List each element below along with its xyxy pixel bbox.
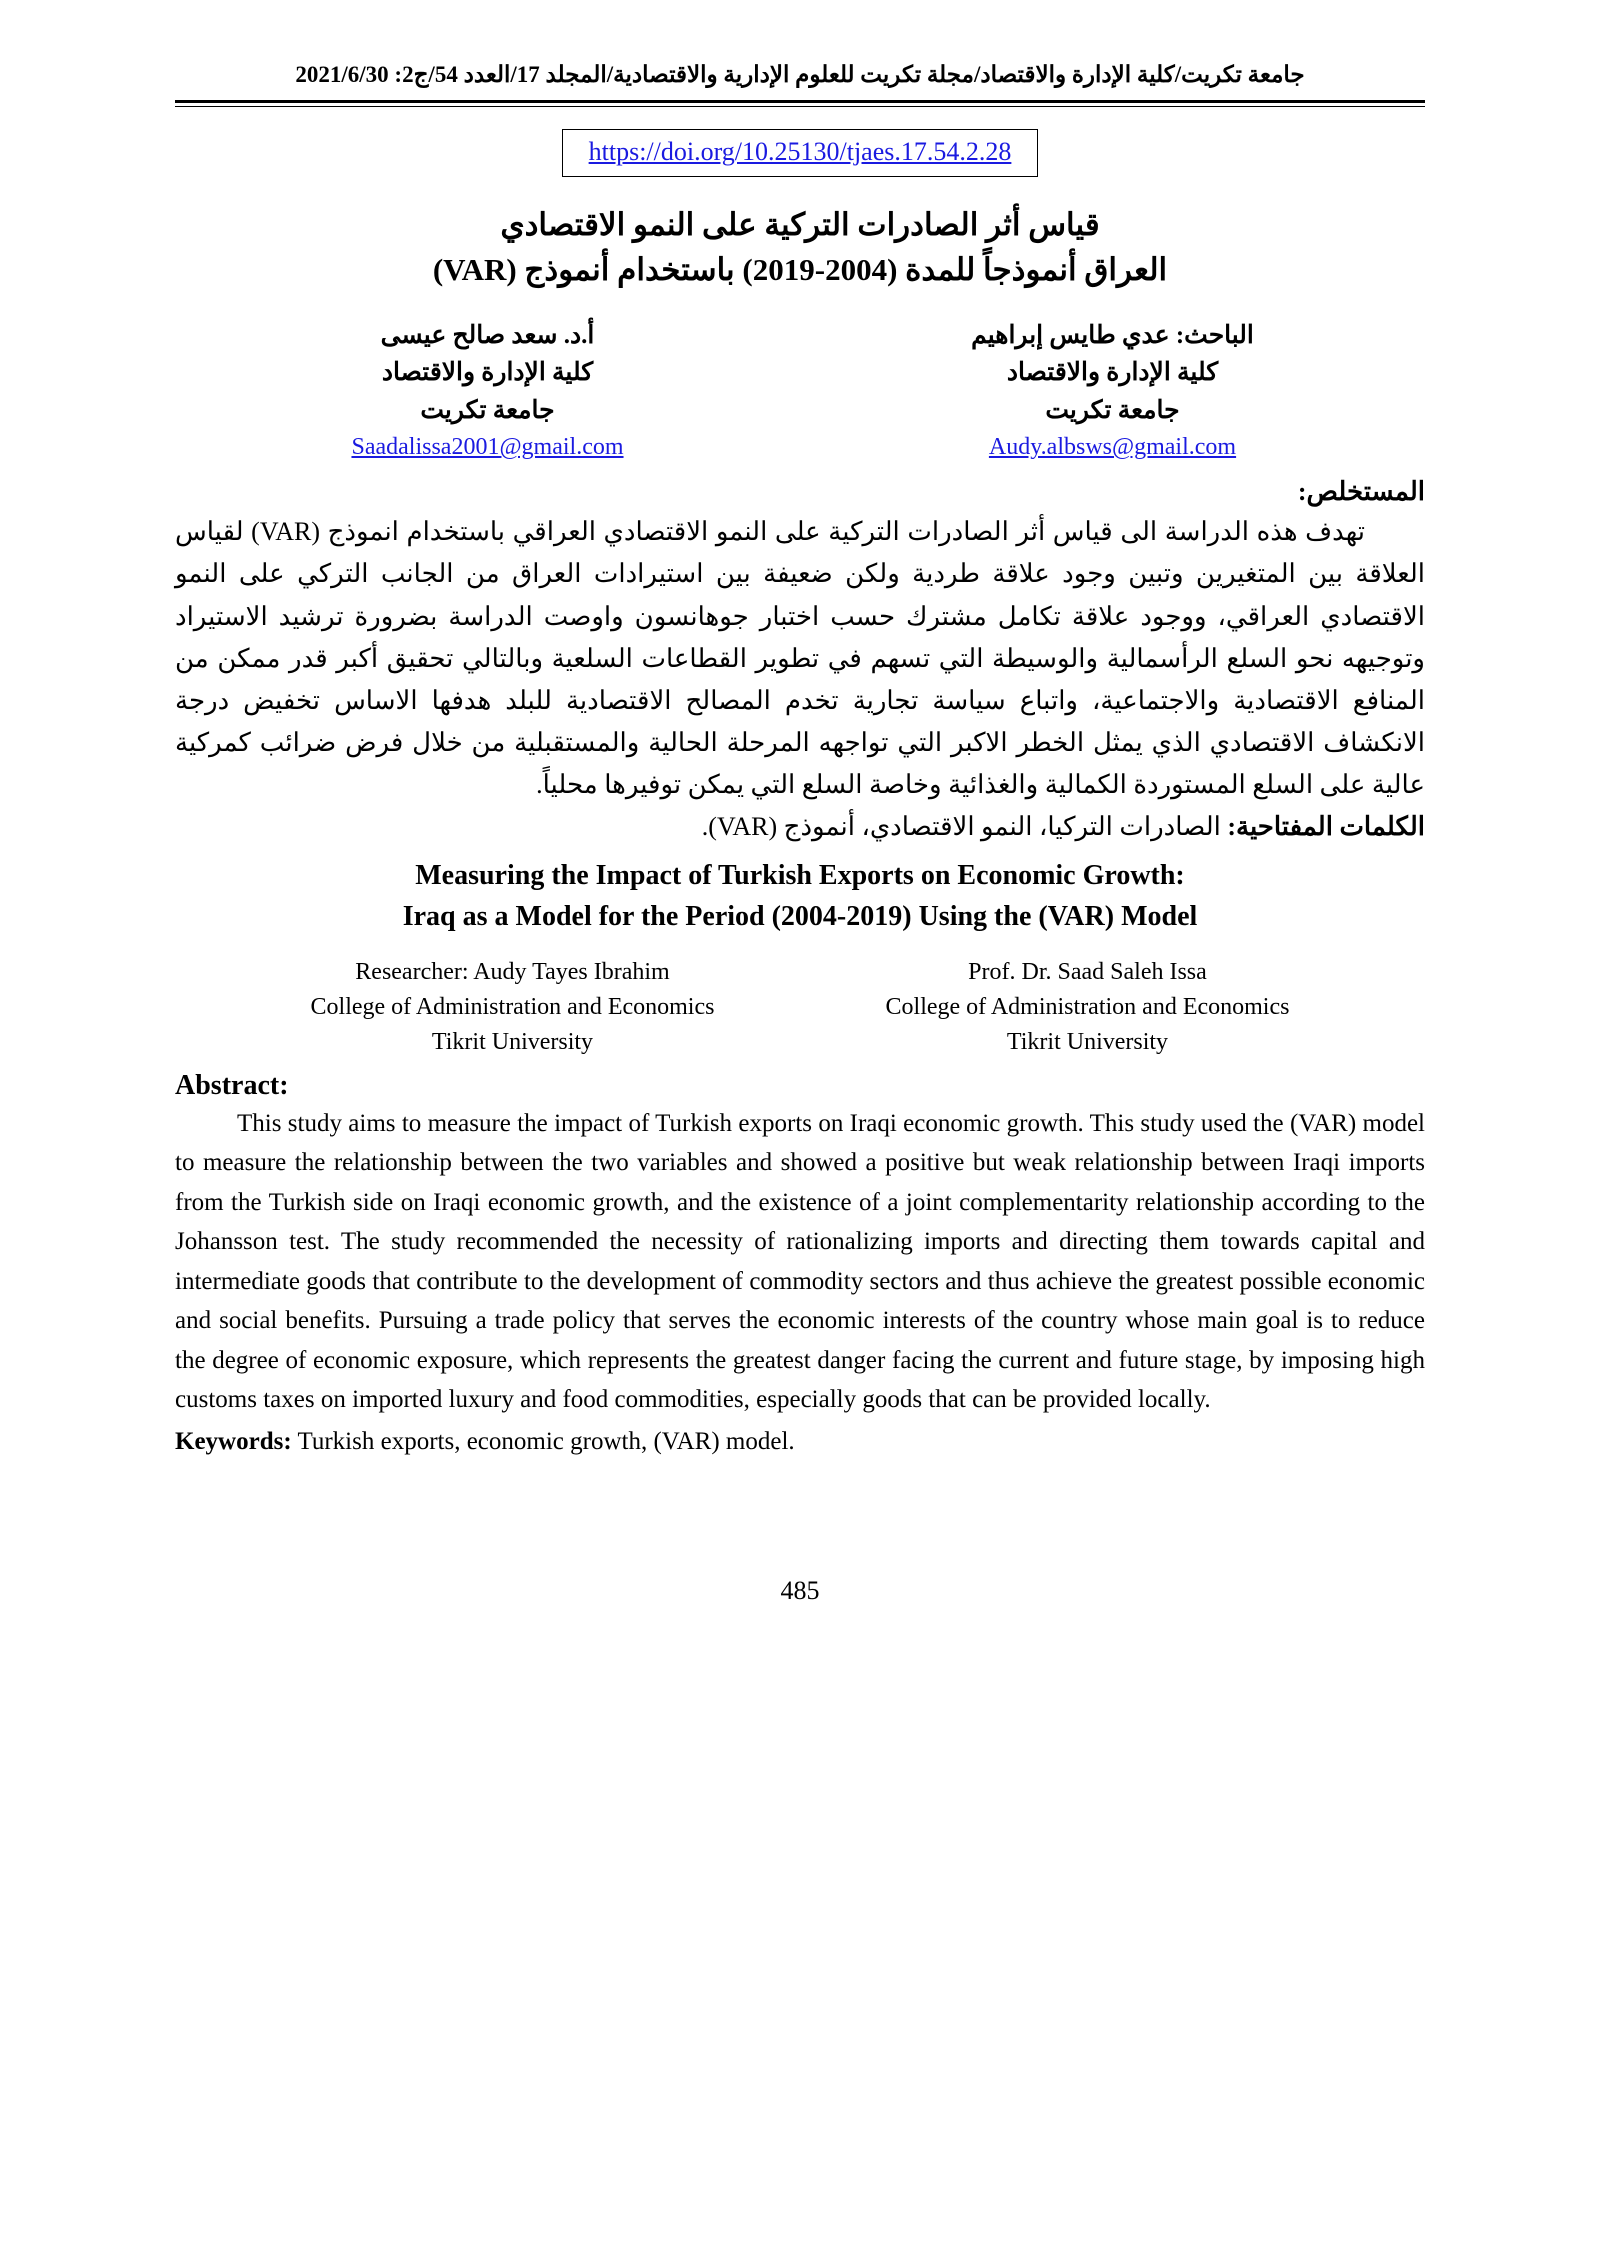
arabic-author-left [175,317,800,466]
header-rule-thin [175,106,1425,107]
english-authors [175,955,1425,1059]
doi-box [562,129,1039,177]
english-abstract-body [175,1104,1425,1420]
arabic-author-right-email[interactable]: Audy.albsws@gmail.com [988,434,1237,461]
english-author-left-name: Researcher: Audy Tayes Ibrahim [355,959,670,986]
arabic-author-right-college: كلية الإدارة والاقتصاد [1006,359,1219,387]
header-rule-thick [175,100,1425,103]
arabic-keywords [175,812,1425,842]
doi-container [175,129,1425,177]
arabic-author-left-email[interactable]: Saadalissa2001@gmail.com [351,434,624,461]
arabic-keywords-label: الكلمات المفتاحية: [1227,812,1425,842]
english-author-right [800,955,1375,1059]
arabic-author-right [800,317,1425,466]
arabic-keywords-value: الصادرات التركيا، النمو الاقتصادي، أنموذج (VAR). [701,812,1228,842]
english-author-right-university: Tikrit University [1006,1028,1169,1055]
arabic-author-right-name: الباحث: عدي طايس إبراهيم [971,321,1254,349]
arabic-author-left-name: أ.د. سعد صالح عيسى [380,321,595,349]
arabic-abstract-text: تهدف هذه الدراسة الى قياس أثر الصادرات التركية على النمو الاقتصادي العراقي باستخدام انموذج (VAR) لقياس العلاقة بين المتغيرين وتبين وجود علاقة طردية ولكن ضعيفة بين استيرادات العراق من الجانب التركي على النمو الاقتصادي العراقي، ووجود علاقة تكامل مشترك حسب اختبار جوهانسون واوصت الدراسة بضرورة ترشيد الاستيراد وتوجيهه نحو السلع الرأسمالية والوسيطة التي تسهم في تطوير القطاعات السلعية وبالتالي تحقيق أكبر قدر ممكن من المنافع الاقتصادية والاجتماعية، واتباع سياسة تجارية تخدم المصالح الاقتصادية للبلد هدفها الاساس تخفيض درجة الانكشاف الاقتصادي الذي يمثل الخطر الاكبر التي تواجهه المرحلة الحالية والمستقبلية من خلال فرض ضرائب كمركية عالية على السلع المستوردة الكمالية والغذائية وخاصة السلع التي يمكن توفيرها محلياً. [175,517,1425,800]
english-title-line-2: Iraq as a Model for the Period (2004-2019) Using the (VAR) Model [402,900,1198,932]
arabic-author-right-university: جامعة تكريت [1045,396,1180,424]
arabic-title [175,203,1425,293]
english-author-left-college: College of Administration and Economics [310,994,715,1021]
arabic-abstract-heading: المستخلص: [1297,477,1425,507]
english-abstract-heading: Abstract: [175,1069,289,1101]
page-number: 485 [780,1575,820,1605]
page-content [175,0,1425,1646]
arabic-title-line-1: قياس أثر الصادرات التركية على النمو الاقتصادي [500,207,1100,242]
arabic-author-left-college: كلية الإدارة والاقتصاد [381,359,594,387]
english-keywords-value: Turkish exports, economic growth, (VAR) model. [291,1427,795,1455]
arabic-title-line-2: العراق أنموذجاً للمدة (2004-2019) باستخدام أنموذج (VAR) [432,251,1168,287]
english-keywords-label: Keywords: [175,1427,292,1455]
english-keywords [175,1428,1425,1456]
english-title [175,856,1425,937]
arabic-abstract-body [175,511,1425,806]
journal-header-block [175,62,1425,107]
english-author-left [225,955,800,1059]
english-abstract-text: This study aims to measure the impact of Turkish exports on Iraqi economic growth. This study used the (VAR) model to measure the relationship between the two variables and showed a positive but weak relationship between Iraqi imports from the Turkish side on Iraqi economic growth, and the existence of a joint complementarity relationship according to the Johansson test. The study recommended the necessity of rationalizing imports and directing them towards capital and intermediate goods that contribute to the development of commodity sectors and thus achieve the greatest possible economic and social benefits. Pursuing a trade policy that serves the economic interests of the country whose main goal is to reduce the degree of economic exposure, which represents the greatest danger facing the current and future stage, by imposing high customs taxes on imported luxury and food commodities, especially goods that can be provided locally. [175,1109,1425,1414]
english-author-right-college: College of Administration and Economics [885,994,1290,1021]
doi-link[interactable]: https://doi.org/10.25130/tjaes.17.54.2.28 [588,137,1012,166]
english-title-line-1: Measuring the Impact of Turkish Exports on Economic Growth: [415,860,1185,892]
english-author-left-university: Tikrit University [431,1028,594,1055]
arabic-author-left-university: جامعة تكريت [420,396,555,424]
english-author-right-name: Prof. Dr. Saad Saleh Issa [968,959,1207,986]
arabic-authors [175,317,1425,466]
journal-header-text: جامعة تكريت/كلية الإدارة والاقتصاد/مجلة تكريت للعلوم الإدارية والاقتصادية/المجلد 17/العدد 54/ج2: 2021/6/30 [295,62,1305,87]
